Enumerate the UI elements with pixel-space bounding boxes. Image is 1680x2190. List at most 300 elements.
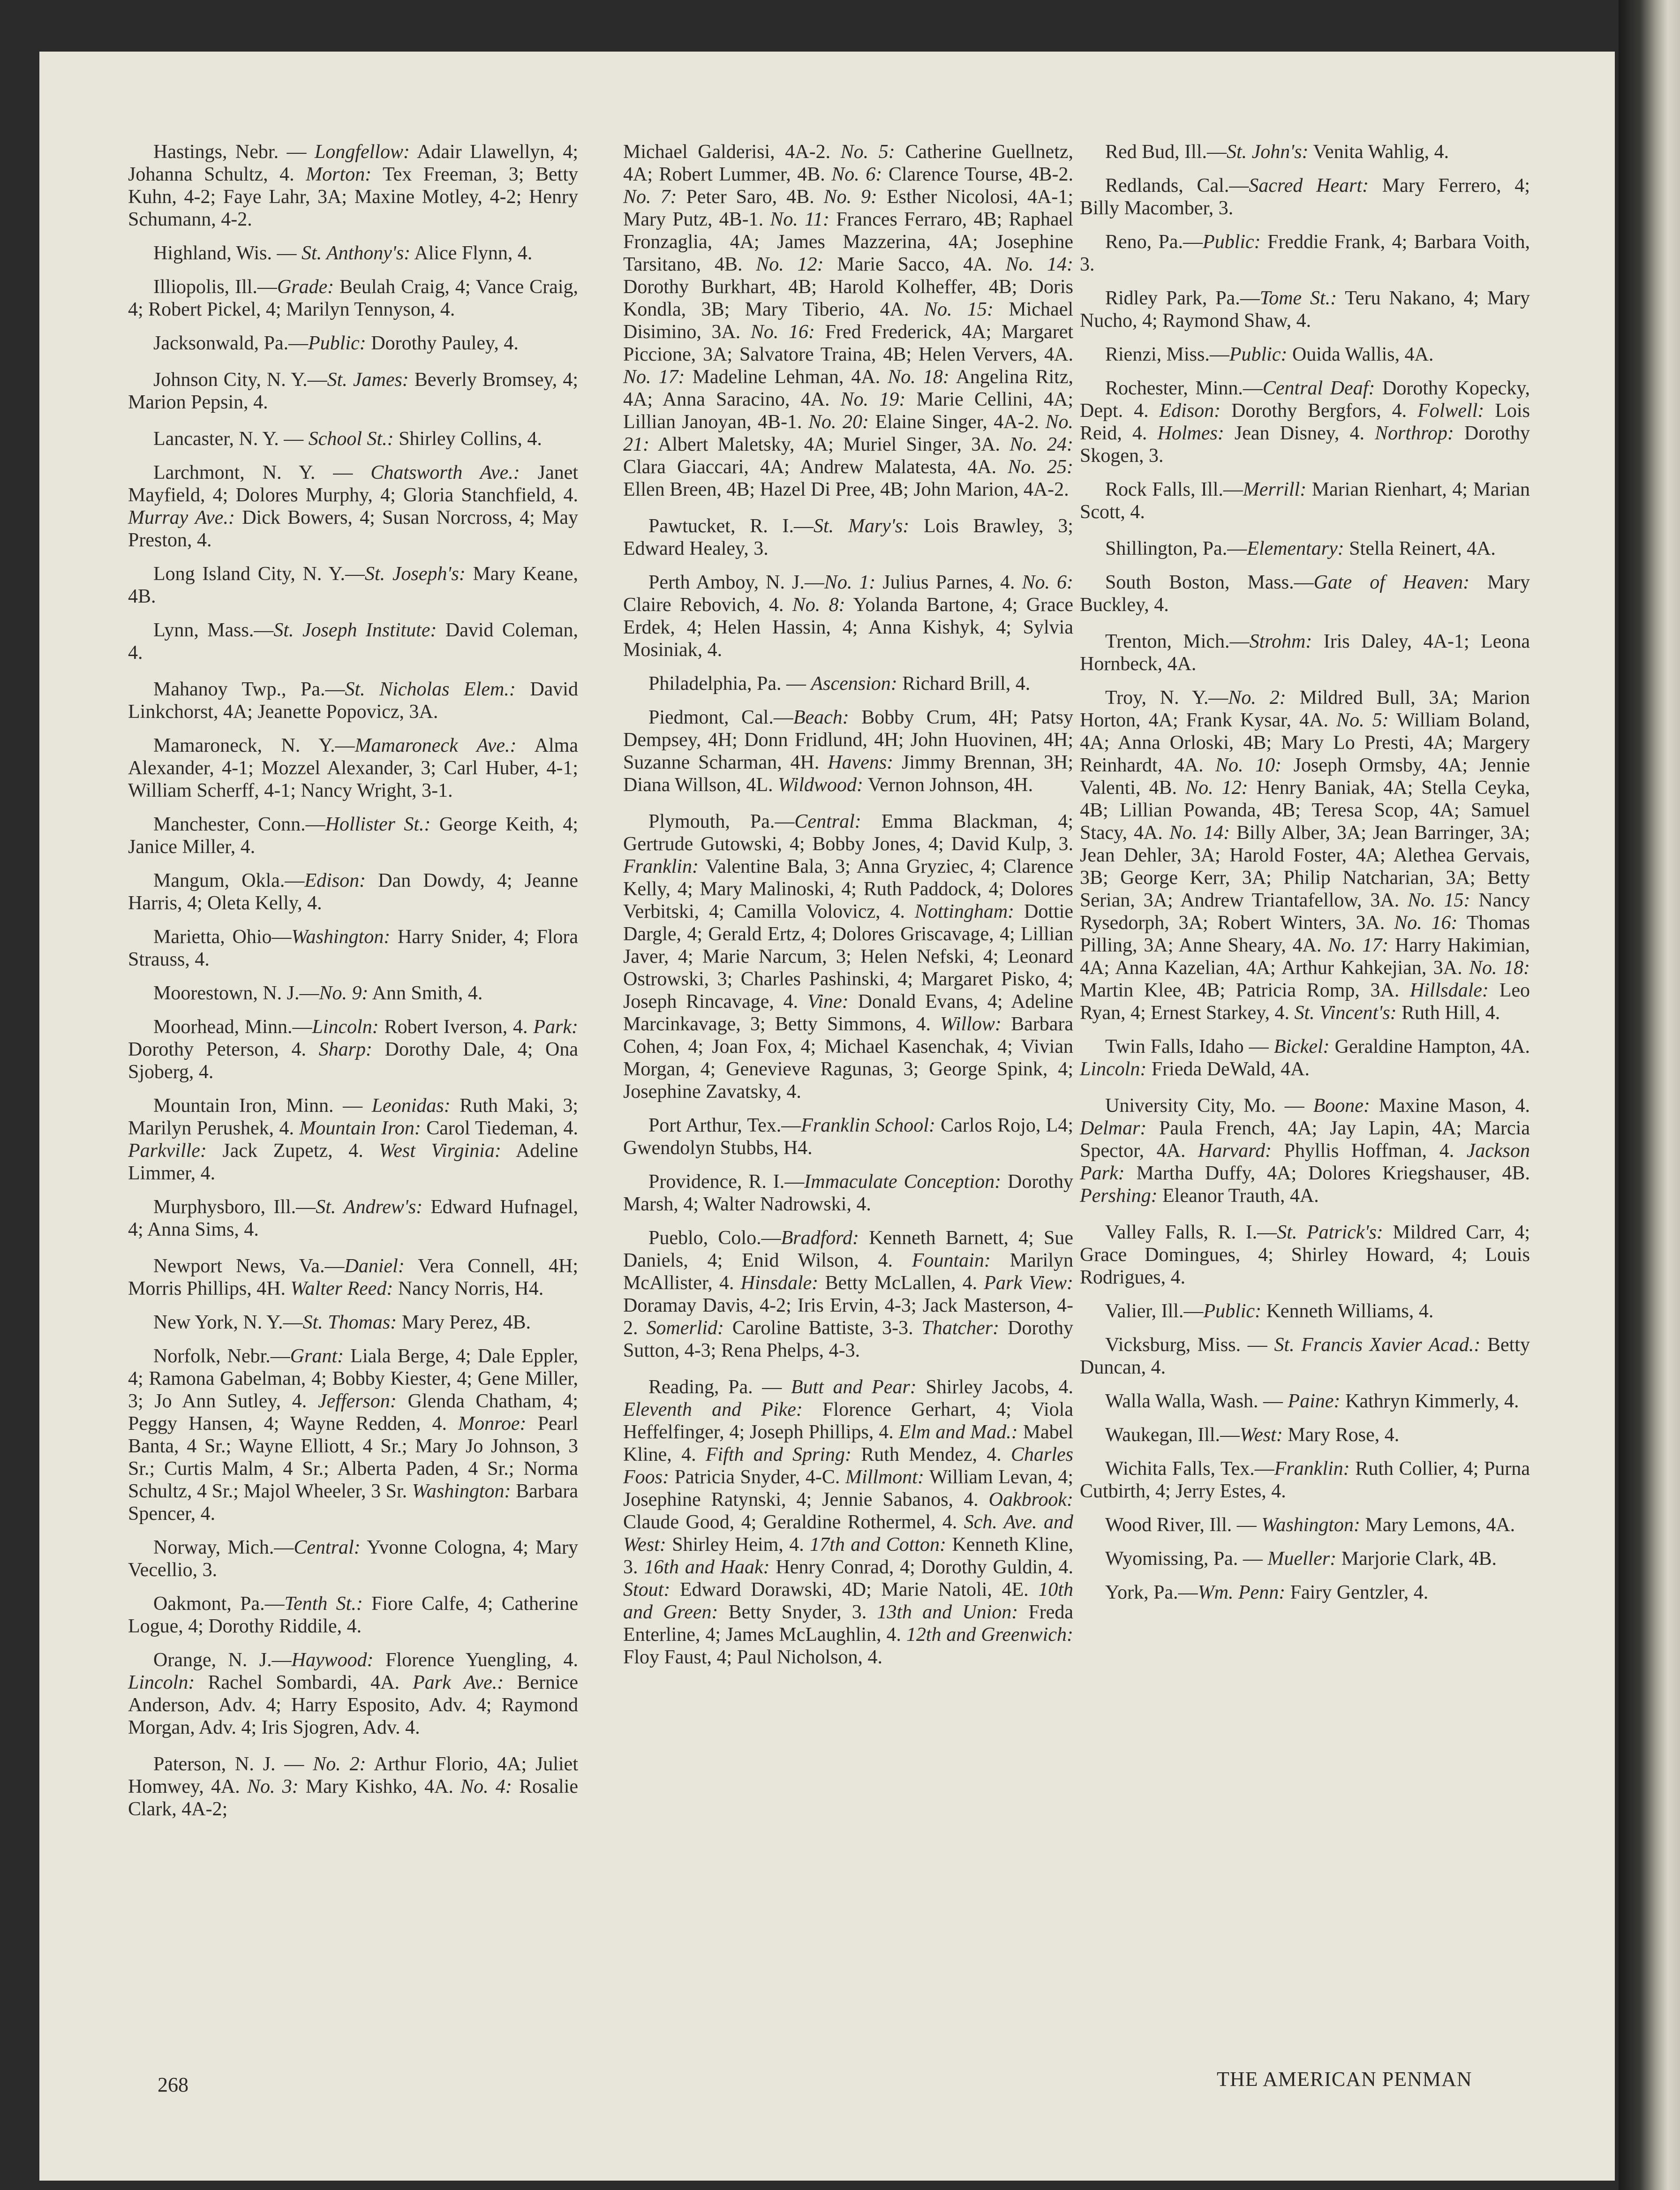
roll-entry — [128, 1649, 578, 1739]
student-names: Adair Llawellyn, 4; Johanna Schultz, 4. — [128, 141, 578, 185]
school-name: Thatcher: — [921, 1317, 1000, 1339]
city-name: Mangum, Okla.— — [153, 870, 305, 891]
city-name: Lynn, Mass.— — [153, 619, 274, 641]
city-name: Valley Falls, R. I.— — [1105, 1222, 1277, 1243]
student-names: Liala Berge, 4; Dale Eppler, 4; Ramona Gabelman, 4; Bobby Kiester, 4; Gene Miller, 3; Jo Ann Sutley, 4. — [128, 1345, 578, 1412]
student-names: Catherine Guellnetz, 4A; Robert Lummer, 4B. — [623, 141, 1073, 185]
student-names: William Boland, 4A; Anna Orloski, 4B; Mary Lo Presti, 4A; Margery Reinhardt, 4A. — [1080, 710, 1530, 776]
school-name: West: — [1240, 1424, 1283, 1446]
student-names: Fiore Calfe, 4; Catherine Logue, 4; Dorothy Riddile, 4. — [128, 1593, 578, 1637]
school-name: Nottingham: — [914, 901, 1015, 922]
city-name: Rochester, Minn.— — [1105, 378, 1263, 399]
roll-entry — [1080, 1390, 1530, 1412]
city-name: Reno, Pa.— — [1105, 231, 1203, 253]
school-name: No. 1: — [824, 572, 876, 593]
school-name: Hinsdale: — [740, 1272, 819, 1294]
school-name: Immaculate Conception: — [804, 1171, 1002, 1193]
school-name: Lincoln: — [312, 1016, 379, 1038]
roll-entry — [1080, 343, 1530, 366]
roll-entry — [128, 1536, 578, 1581]
school-name: No. 18: — [888, 366, 949, 388]
city-name: Murphysboro, Ill.— — [153, 1196, 316, 1218]
school-name: No. 8: — [792, 594, 845, 616]
student-names: Henry Conrad, 4; Dorothy Guldin, 4. — [769, 1556, 1073, 1578]
student-names: Edward Hufnagel, 4; Anna Sims, 4. — [128, 1196, 578, 1240]
student-names: Shirley Heim, 4. — [666, 1534, 810, 1556]
student-names: Mary Kishko, 4A. — [298, 1776, 461, 1797]
roll-entry — [128, 734, 578, 802]
student-names: Yolanda Bartone, 4; Grace Erdek, 4; Helen Hassin, 4; Anna Kishyk, 4; Sylvia Mosiniak, 4. — [623, 594, 1074, 661]
city-name: Ridley Park, Pa.— — [1105, 287, 1260, 309]
school-name: Central: — [794, 811, 861, 832]
student-names: Florence Gerhart, 4; Viola Heffelfinger, 4; Joseph Phillips, 4. — [623, 1399, 1073, 1443]
school-name: Park: — [533, 1016, 578, 1038]
city-name: Illiopolis, Ill.— — [153, 276, 277, 298]
roll-entry — [1080, 1334, 1530, 1379]
school-name: Jefferson: — [317, 1390, 397, 1412]
school-name: Paine: — [1288, 1390, 1341, 1412]
city-name: Reading, Pa. — — [648, 1376, 791, 1398]
school-name: No. 5: — [840, 141, 895, 163]
city-name: Mountain Iron, Minn. — — [153, 1095, 372, 1117]
school-name: Mamaroneck Ave.: — [354, 735, 517, 756]
student-names: Yvonne Cologna, 4; Mary Vecellio, 3. — [128, 1537, 578, 1581]
school-name: Jackson Park: — [1080, 1140, 1530, 1184]
student-names: Jimmy Brennan, 3H; Diana Willson, 4L. — [623, 752, 1073, 796]
student-names: Pearl Banta, 4 Sr.; Wayne Elliott, 4 Sr.; Mary Jo Johnson, 3 Sr.; Curtis Malm, 4 Sr.; Alberta Paden, 4 Sr.; Norma Schultz, 4 Sr.; Majol Wheeler, 3 Sr. — [128, 1413, 578, 1502]
school-name: Central Deaf: — [1262, 378, 1375, 399]
school-name: Hollister St.: — [325, 814, 431, 835]
student-names: Kenneth Barnett, 4; Sue Daniels, 4; Enid Wilson, 4. — [623, 1227, 1073, 1271]
student-names: Mary Rose, 4. — [1282, 1424, 1400, 1446]
city-name: Jacksonwald, Pa.— — [153, 332, 309, 354]
school-name: Willow: — [940, 1013, 1002, 1035]
school-name: St. Thomas: — [302, 1312, 397, 1333]
school-name: St. Andrew's: — [316, 1196, 423, 1218]
student-names: Martin Klee, 4B; Patricia Romp, 3A. — [1080, 980, 1410, 1001]
city-name: Moorhead, Minn.— — [153, 1016, 312, 1038]
school-name: Harvard: — [1198, 1140, 1272, 1162]
roll-entry — [623, 515, 1073, 560]
school-name: No. 16: — [750, 321, 815, 343]
roll-entry — [623, 1376, 1073, 1669]
student-names: Harry Snider, 4; Flora Strauss, 4. — [128, 926, 578, 970]
school-name: St. Vincent's: — [1294, 1002, 1397, 1024]
school-name: Beach: — [793, 707, 849, 728]
student-names: Bobby Crum, 4H; Patsy Dempsey, 4H; Donn Fridlund, 4H; John Huovinen, 4H; Suzanne Scharman, 4H. — [623, 707, 1073, 773]
school-name: Park Ave.: — [413, 1672, 504, 1693]
student-names: Fairy Gentzler, 4. — [1285, 1582, 1429, 1603]
school-name: Sacred Heart: — [1249, 175, 1369, 196]
school-name: No. 10: — [1215, 755, 1282, 776]
school-name: Vine: — [807, 991, 849, 1012]
student-names: Ouida Wallis, 4A. — [1287, 344, 1434, 365]
city-name: Mahanoy Twp., Pa.— — [153, 679, 345, 700]
school-name: No. 9: — [823, 186, 878, 208]
school-name: No. 6: — [831, 164, 882, 185]
student-names: Shirley Collins, 4. — [393, 428, 542, 450]
student-names: Vera Connell, 4H; Morris Phillips, 4H. — [128, 1255, 578, 1299]
roll-entry — [128, 813, 578, 858]
city-name: Rock Falls, Ill.— — [1105, 479, 1243, 500]
school-name: Delmar: — [1080, 1118, 1147, 1139]
city-name: Pueblo, Colo.— — [648, 1227, 781, 1249]
school-name: Elementary: — [1247, 538, 1344, 559]
school-name: No. 16: — [1394, 912, 1458, 934]
school-name: Public: — [1203, 1300, 1262, 1322]
student-names: Henry Baniak, 4A; Stella Ceyka, 4B; Lillian Powanda, 4B; Teresa Scop, 4A; Samuel Stacy, 4A. — [1080, 777, 1530, 844]
school-name: No. 15: — [1408, 890, 1470, 911]
city-name: Paterson, N. J. — — [153, 1753, 313, 1775]
student-names: Edward Dorawski, 4D; Marie Natoli, 4E. — [670, 1579, 1039, 1601]
student-names: Martha Duffy, 4A; Dolores Kriegshauser, 4B. — [1124, 1163, 1530, 1184]
school-name: No. 17: — [623, 366, 685, 388]
school-name: Butt and Pear: — [791, 1376, 917, 1398]
student-names: Julius Parnes, 4. — [875, 572, 1022, 593]
student-names: Dorothy Peterson, 4. — [128, 1039, 319, 1060]
city-name: New York, N. Y.— — [153, 1312, 303, 1333]
student-names: Geraldine Hampton, 4A. — [1329, 1036, 1530, 1057]
school-name: Franklin: — [1274, 1458, 1350, 1480]
student-names: Carlos Rojo, L4; Gwendolyn Stubbs, H4. — [623, 1115, 1073, 1159]
school-name: Washington: — [412, 1480, 511, 1502]
student-names: Freddie Frank, 4; Barbara Voith, 3. — [1080, 231, 1530, 275]
roll-entry — [1080, 174, 1530, 219]
city-name: Troy, N. Y.— — [1105, 687, 1228, 709]
student-names: Marie Sacco, 4A. — [823, 254, 1006, 275]
student-names: Ellen Breen, 4B; Hazel Di Pree, 4B; John Marion, 4A-2. — [623, 479, 1069, 500]
student-names: Mary Buckley, 4. — [1080, 572, 1530, 616]
student-names: Arthur Florio, 4A; Juliet Homwey, 4A. — [128, 1753, 578, 1797]
school-name: Walter Reed: — [290, 1278, 393, 1299]
city-name: Johnson City, N. Y.— — [153, 369, 327, 391]
student-names: Glenda Chatham, 4; Peggy Hansen, 4; Wayne Redden, 4. — [128, 1390, 579, 1435]
school-name: St. Joseph's: — [364, 563, 466, 585]
school-name: 12th and Greenwich: — [906, 1624, 1073, 1646]
roll-entry — [1080, 1424, 1530, 1446]
school-name: Charles Foos: — [623, 1444, 1074, 1488]
city-name: Oakmont, Pa.— — [153, 1593, 285, 1615]
student-names: Lois Brawley, 3; Edward Healey, 3. — [623, 515, 1073, 559]
school-name: No. 12: — [756, 254, 824, 275]
roll-entry — [128, 619, 578, 664]
student-names: Ruth Maki, 3; Marilyn Perushek, 4. — [128, 1095, 578, 1139]
school-name: 13th and Union: — [877, 1601, 1018, 1623]
running-footer-title: THE AMERICAN PENMAN — [1217, 2068, 1472, 2091]
school-name: Grade: — [277, 276, 334, 298]
school-name: Eleventh and Pike: — [623, 1399, 803, 1420]
student-names: Dorothy Burkhart, 4B; Harold Kolheffer, 4B; Doris Kondla, 3B; Mary Tiberio, 4A. — [623, 276, 1073, 320]
student-names: George Keith, 4; Janice Miller, 4. — [128, 814, 579, 858]
student-names: Albert Maletsky, 4A; Muriel Singer, 3A. — [649, 434, 1010, 455]
student-names: Ruth Collier, 4; Purna Cutbirth, 4; Jerry Estes, 4. — [1080, 1458, 1530, 1502]
roll-entry — [623, 1227, 1073, 1362]
city-name: Shillington, Pa.— — [1105, 538, 1247, 559]
student-names: Donald Evans, 4; Adeline Marcinkavage, 3; Betty Simmons, 4. — [623, 991, 1073, 1035]
roll-entry — [128, 1095, 578, 1185]
city-name: Hastings, Nebr. — — [153, 141, 315, 163]
city-name: Manchester, Conn.— — [153, 814, 325, 835]
student-names: Angelina Ritz, 4A; Anna Saracino, 4A. — [623, 366, 1074, 410]
student-names: William Levan, 4; Josephine Ratynski, 4; Jennie Sabanos, 4. — [623, 1466, 1074, 1510]
school-name: No. 3: — [247, 1776, 299, 1797]
student-names: Teru Nakano, 4; Mary Nucho, 4; Raymond Shaw, 4. — [1080, 287, 1530, 332]
roll-entry — [128, 141, 578, 231]
student-names: Alma Alexander, 4-1; Mozzel Alexander, 3; Carl Huber, 4-1; William Scherff, 4-1; Nancy Wright, 3-1. — [128, 735, 578, 801]
school-name: Washington: — [291, 926, 391, 948]
city-name: Piedmont, Cal.— — [648, 707, 793, 728]
student-names: Venita Wahlig, 4. — [1308, 141, 1449, 163]
school-name: No. 2: — [1228, 687, 1286, 709]
student-names: Kenneth Williams, 4. — [1261, 1300, 1434, 1322]
school-name: St. Francis Xavier Acad.: — [1274, 1334, 1481, 1356]
student-names: Bernice Anderson, Adv. 4; Harry Esposito, Adv. 4; Raymond Morgan, Adv. 4; Iris Sjogren, Adv. 4. — [128, 1672, 579, 1738]
student-names: Jack Zupetz, 4. — [206, 1140, 379, 1162]
student-names: Esther Nicolosi, 4A-1; Mary Putz, 4B-1. — [623, 186, 1074, 230]
school-name: Gate of Heaven: — [1313, 572, 1470, 593]
roll-entry — [128, 1753, 578, 1820]
school-name: Murray Ave.: — [128, 507, 235, 529]
student-names: Dorothy Pauley, 4. — [366, 332, 519, 354]
student-names: Clarence Tourse, 4B-2. — [882, 164, 1074, 185]
school-name: Daniel: — [344, 1255, 405, 1277]
school-name: No. 4: — [460, 1776, 512, 1797]
school-name: St. James: — [327, 369, 409, 391]
student-names: Michael Galderisi, 4A-2. — [623, 141, 841, 163]
school-name: Edison: — [304, 870, 366, 891]
student-names: Alice Flynn, 4. — [410, 242, 533, 264]
roll-entry — [1080, 1581, 1530, 1604]
school-name: No. 9: — [319, 982, 369, 1004]
roll-entry — [1080, 1221, 1530, 1289]
student-names: Janet Mayfield, 4; Dolores Murphy, 4; Gloria Stanchfield, 4. — [128, 462, 579, 506]
school-name: Boone: — [1313, 1095, 1370, 1117]
school-name: No. 6: — [1022, 572, 1074, 593]
student-names: Marilyn McAllister, 4. — [623, 1250, 1073, 1294]
student-names: Rosalie Clark, 4A-2; — [128, 1776, 579, 1820]
student-names: Madeline Lehman, 4A. — [685, 366, 888, 388]
school-name: West Virginia: — [379, 1140, 501, 1162]
school-name: Holmes: — [1157, 423, 1224, 444]
student-names: Dick Bowers, 4; Susan Norcross, 4; May Preston, 4. — [128, 507, 579, 551]
city-name: Rienzi, Miss.— — [1105, 344, 1229, 365]
student-names: Caroline Battiste, 3-3. — [724, 1317, 922, 1339]
school-name: Mountain Iron: — [299, 1118, 421, 1139]
student-names: Shirley Jacobs, 4. — [916, 1376, 1074, 1398]
student-names: Nancy Norris, H4. — [393, 1278, 544, 1299]
student-names: Dan Dowdy, 4; Jeanne Harris, 4; Oleta Kelly, 4. — [128, 870, 578, 914]
school-name: Ascension: — [811, 673, 897, 695]
school-name: St. Anthony's: — [301, 242, 411, 264]
school-name: Longfellow: — [314, 141, 410, 163]
student-names: Claire Rebovich, 4. — [623, 594, 792, 616]
student-names: Floy Faust, 4; Paul Nicholson, 4. — [623, 1646, 883, 1668]
school-name: St. John's: — [1227, 141, 1309, 163]
school-name: No. 12: — [1185, 777, 1248, 799]
school-name: Oakbrook: — [988, 1489, 1073, 1510]
student-names: Tex Freeman, 3; Betty Kuhn, 4-2; Faye Lahr, 3A; Maxine Motley, 4-2; Henry Schumann, 4-2. — [128, 164, 578, 230]
roll-entry — [128, 276, 578, 321]
school-name: Pershing: — [1080, 1185, 1158, 1207]
student-names: Ann Smith, 4. — [368, 982, 483, 1004]
student-names: Leo Ryan, 4; Ernest Starkey, 4. — [1080, 980, 1530, 1024]
student-names: Emma Blackman, 4; Gertrude Gutowski, 4; Bobby Jones, 4; David Kulp, 3. — [623, 811, 1073, 855]
student-names: Mary Perez, 4B. — [397, 1312, 531, 1333]
school-name: Leonidas: — [371, 1095, 451, 1117]
city-name: Newport News, Va.— — [153, 1255, 345, 1277]
student-names: Thomas Pilling, 3A; Anne Sheary, 4A. — [1080, 912, 1530, 956]
student-names: Harry Hakimian, 4A; Anna Kazelian, 4A; Arthur Kahkejian, 3A. — [1080, 935, 1530, 979]
text-column-middle — [623, 141, 1073, 1680]
student-names: Lois Reid, 4. — [1080, 400, 1530, 444]
city-name: Walla Walla, Wash. — — [1105, 1390, 1288, 1412]
school-name: No. 24: — [1010, 434, 1073, 455]
school-name: Merrill: — [1243, 479, 1307, 500]
student-names: Beulah Craig, 4; Vance Craig, 4; Robert Pickel, 4; Marilyn Tennyson, 4. — [128, 276, 578, 320]
city-name: York, Pa.— — [1105, 1582, 1198, 1603]
roll-entry — [1080, 1457, 1530, 1503]
city-name: Larchmont, N. Y. — — [153, 462, 371, 483]
roll-entry — [1080, 537, 1530, 560]
student-names: Carol Tiedeman, 4. — [421, 1118, 578, 1139]
student-names: Patricia Snyder, 4-C. — [669, 1466, 845, 1488]
student-names: Vernon Johnson, 4H. — [863, 774, 1033, 796]
student-names: David Coleman, 4. — [128, 619, 578, 664]
school-name: 10th and Green: — [623, 1579, 1073, 1623]
school-name: Fifth and Spring: — [705, 1444, 852, 1465]
city-name: South Boston, Mass.— — [1105, 572, 1314, 593]
school-name: No. 18: — [1469, 957, 1530, 979]
city-name: Port Arthur, Tex.— — [648, 1115, 801, 1136]
student-names: Dorothy Bergfors, 4. — [1220, 400, 1418, 422]
roll-entry — [1080, 377, 1530, 467]
roll-entry — [623, 141, 1073, 501]
student-names: Ruth Mendez, 4. — [851, 1444, 1011, 1465]
school-name: Strohm: — [1249, 631, 1312, 652]
student-names: Marie Cellini, 4A; Lillian Janoyan, 4B-1. — [623, 389, 1073, 433]
roll-entry — [128, 1016, 578, 1083]
roll-entry — [128, 332, 578, 355]
school-name: Elm and Mad.: — [898, 1421, 1018, 1443]
student-names: Joseph Ormsby, 4A; Jennie Valenti, 4B. — [1080, 755, 1530, 799]
roll-entry — [1080, 478, 1530, 523]
school-name: No. 11: — [770, 209, 829, 230]
student-names: Ruth Hill, 4. — [1396, 1002, 1500, 1024]
school-name: Central: — [294, 1537, 361, 1558]
school-name: Folwell: — [1417, 400, 1484, 422]
school-name: Chatsworth Ave.: — [370, 462, 520, 483]
school-name: Franklin: — [623, 856, 699, 877]
school-name: Sch. Ave. and West: — [623, 1511, 1073, 1556]
city-name: Long Island City, N. Y.— — [153, 563, 365, 585]
roll-entry — [128, 461, 578, 551]
roll-entry — [1080, 1548, 1530, 1570]
student-names: Betty Snyder, 3. — [718, 1601, 877, 1623]
city-name: Red Bud, Ill.— — [1105, 141, 1227, 163]
roll-entry — [128, 1311, 578, 1334]
school-name: Millmont: — [845, 1466, 924, 1488]
student-names: Peter Saro, 4B. — [677, 186, 824, 208]
school-name: St. Joseph Institute: — [273, 619, 437, 641]
school-name: Havens: — [828, 752, 894, 773]
student-names: Dorothy Skogen, 3. — [1080, 423, 1530, 467]
student-names: Clara Giaccari, 4A; Andrew Malatesta, 4A. — [623, 456, 1008, 478]
city-name: Marietta, Ohio— — [153, 926, 292, 948]
roll-entry — [623, 810, 1073, 1103]
city-name: Valier, Ill.— — [1105, 1300, 1204, 1322]
school-name: Sharp: — [318, 1039, 372, 1060]
book-binding-edge — [1619, 0, 1680, 2190]
city-name: Norway, Mich.— — [153, 1537, 294, 1558]
page-number: 268 — [158, 2073, 188, 2096]
school-name: Lincoln: — [128, 1672, 195, 1693]
school-name: Franklin School: — [801, 1115, 935, 1136]
city-name: Pawtucket, R. I.— — [648, 515, 814, 537]
text-column-left — [128, 141, 578, 1832]
roll-entry — [128, 1345, 578, 1525]
student-names: Eleanor Trauth, 4A. — [1157, 1185, 1319, 1207]
city-name: Wood River, Ill. — — [1105, 1514, 1262, 1536]
student-names: Claude Good, 4; Geraldine Rothermel, 4. — [623, 1511, 964, 1533]
school-name: Stout: — [623, 1579, 670, 1601]
roll-entry — [623, 1171, 1073, 1216]
student-names: Dorothy Sutton, 4-3; Rena Phelps, 4-3. — [623, 1317, 1073, 1361]
student-names: Robert Iverson, 4. — [378, 1016, 534, 1038]
roll-entry — [623, 672, 1073, 695]
roll-entry — [623, 571, 1073, 661]
student-names: Nancy Rysedorph, 3A; Robert Winters, 3A. — [1080, 890, 1530, 934]
school-name: Haywood: — [291, 1649, 374, 1671]
roll-entry — [1080, 141, 1530, 163]
roll-entry — [1080, 231, 1530, 276]
school-name: St. Patrick's: — [1277, 1222, 1383, 1243]
school-name: Morton: — [306, 164, 372, 185]
city-name: Orange, N. J.— — [153, 1649, 292, 1671]
student-names: Iris Daley, 4A-1; Leona Hornbeck, 4A. — [1080, 631, 1530, 675]
school-name: No. 20: — [808, 411, 869, 433]
roll-entry — [128, 869, 578, 914]
student-names: Kenneth Kline, 3. — [623, 1534, 1073, 1578]
city-name: Wyomissing, Pa. — — [1105, 1548, 1268, 1570]
roll-entry — [1080, 1300, 1530, 1322]
school-name: Public: — [1229, 344, 1288, 365]
student-names: Barbara Spencer, 4. — [128, 1480, 578, 1525]
school-name: Wildwood: — [778, 774, 864, 796]
roll-entry — [128, 428, 578, 450]
school-name: Washington: — [1261, 1514, 1361, 1536]
city-name: Trenton, Mich.— — [1105, 631, 1250, 652]
school-name: No. 7: — [623, 186, 677, 208]
roll-entry — [1080, 630, 1530, 675]
school-name: Lincoln: — [1080, 1058, 1147, 1080]
school-name: Wm. Penn: — [1198, 1582, 1286, 1603]
student-names: Michael Disimino, 3A. — [623, 299, 1074, 343]
school-name: Tenth St.: — [284, 1593, 363, 1615]
student-names: Maxine Mason, 4. — [1370, 1095, 1530, 1117]
city-name: Plymouth, Pa.— — [648, 811, 795, 832]
roll-entry — [1080, 1514, 1530, 1536]
school-name: School St.: — [308, 428, 394, 450]
school-name: Somerlid: — [646, 1317, 724, 1339]
school-name: Monroe: — [458, 1413, 527, 1435]
school-name: No. 15: — [924, 299, 994, 320]
school-name: No. 14: — [1005, 254, 1074, 275]
roll-entry — [128, 678, 578, 723]
roll-entry — [623, 1114, 1073, 1159]
school-name: No. 17: — [1328, 935, 1389, 956]
school-name: No. 25: — [1008, 456, 1073, 478]
school-name: St. Nicholas Elem.: — [345, 679, 516, 700]
